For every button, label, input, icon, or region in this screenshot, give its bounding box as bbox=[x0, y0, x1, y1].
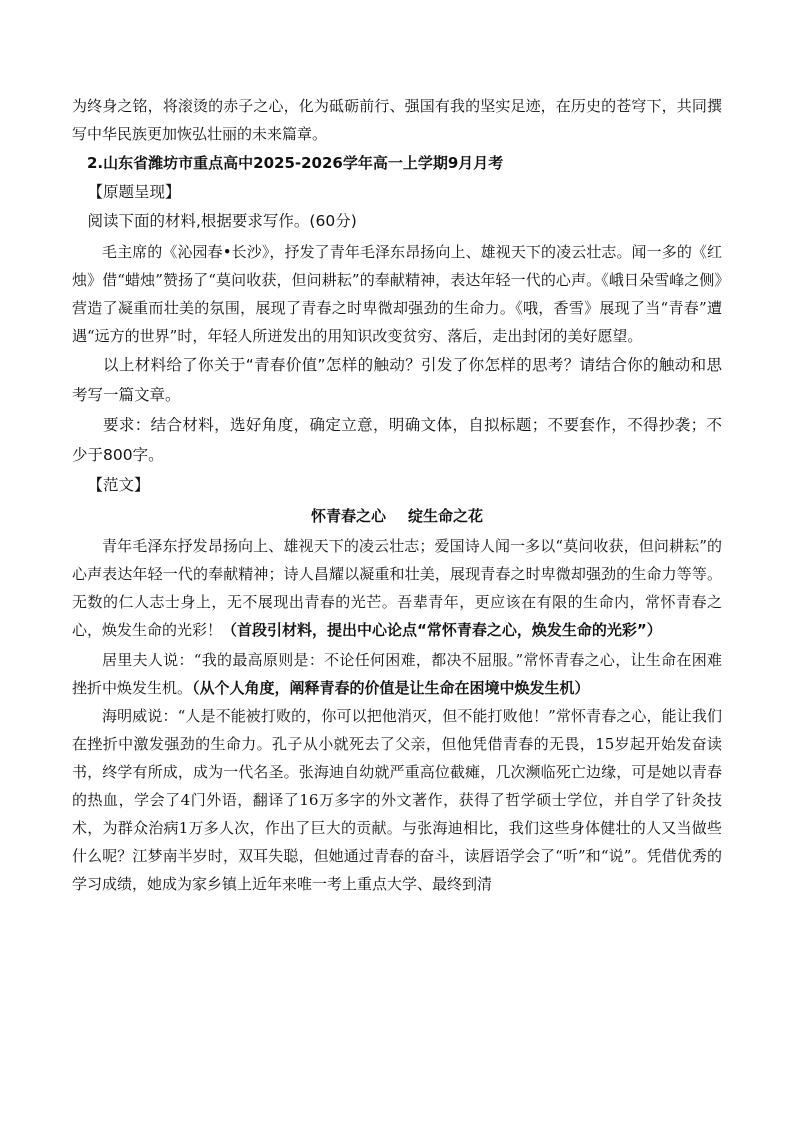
essay-paragraph-2-text: 居里夫人说：“我的最高原则是：不论任何困难，都决不屈服。”常怀青春之心，让生命在困难挫折中焕发生机。 bbox=[72, 651, 722, 697]
essay-paragraph-2 bbox=[72, 646, 722, 702]
writing-prompt: 以上材料给了你关于“青春价值”怎样的触动？引发了你怎样的思考？请结合你的触动和思考写一篇文章。 bbox=[72, 356, 722, 404]
writing-instruction: 阅读下面的材料,根据要求写作。(60分) bbox=[87, 212, 357, 230]
essay-paragraph-1-text: 青年毛泽东抒发昂扬向上、雄视天下的凌云壮志；爱国诗人闻一多以“莫问收获，但问耕耘”的心声表达年轻一代的奉献精神；诗人昌耀以凝重和壮美，展现青春之时卑微却强劲的生命力等等。无数的仁人志士身上，无不展现出青春的光芒。吾辈青年，更应该在有限的生命内，常怀青春之心，焕发生命的光彩！ bbox=[72, 537, 722, 639]
question-title: 2.山东省潍坊市重点高中2025-2026学年高一上学期9月月考 bbox=[87, 154, 504, 172]
original-question-tag: 【原题呈现】 bbox=[87, 183, 181, 201]
material-paragraph: 毛主席的《沁园春•长沙》，抒发了青年毛泽东昂扬向上、雄视天下的凌云壮志。闻一多的《红烛》借“蜡烛”赞扬了“莫问收获，但问耕耘”的奉献精神，表达年轻一代的心声。《峨日朵雪峰之侧》营造了凝重而壮美的氛围，展现了青春之时卑微却强劲的生命力。《哦，香雪》展现了当“青春”遭遇“远方的世界”时，年轻人所迸发出的用知识改变贫穷、落后，走出封闭的美好愿望。 bbox=[72, 243, 722, 345]
sample-essay-tag: 【范文】 bbox=[87, 476, 150, 494]
essay-title-part2: 绽生命之花 bbox=[408, 507, 484, 525]
previous-essay-ending: 为终身之铭，将滚烫的赤子之心，化为砥砺前行、强国有我的坚实足迹，在历史的苍穹下，共同撰写中华民族更加恢弘壮丽的未来篇章。 bbox=[72, 97, 722, 143]
essay-paragraph-1 bbox=[72, 532, 722, 644]
writing-requirements: 要求：结合材料，选好角度，确定立意，明确文体，自拟标题；不要套作，不得抄袭；不少于800字。 bbox=[72, 416, 722, 464]
essay-paragraph-2-note: （从个人角度，阐释青春的价值是让生命在困境中焕发生机） bbox=[192, 679, 590, 697]
document-content bbox=[72, 92, 722, 898]
essay-paragraph-3: 海明威说：“人是不能被打败的，你可以把他消灭，但不能打败他！”常怀青春之心，能让我们在挫折中激发强劲的生命力。孔子从小就死去了父亲，但他凭借青春的无畏，15岁起开始发奋读书，终学有所成，成为一代名圣。张海迪自幼就严重高位截瘫，几次濒临死亡边缘，可是她以青春的热血，学会了4门外语，翻译了16万多字的外文著作，获得了哲学硕士学位，并自学了针灸技术，为群众治病1万多人次，作出了巨大的贡献。与张海迪相比，我们这些身体健壮的人又当做些什么呢？江梦南半岁时，双耳失聪，但她通过青春的奋斗，读唇语学会了“听”和“说”。凭借优秀的学习成绩，她成为家乡镇上近年来唯一考上重点大学、最终到清 bbox=[72, 707, 722, 893]
essay-title-part1: 怀青春之心 bbox=[310, 507, 386, 525]
essay-paragraph-1-note: （首段引材料，提出中心论点“常怀青春之心，焕发生命的光彩”） bbox=[222, 621, 662, 639]
essay-title bbox=[72, 501, 722, 531]
